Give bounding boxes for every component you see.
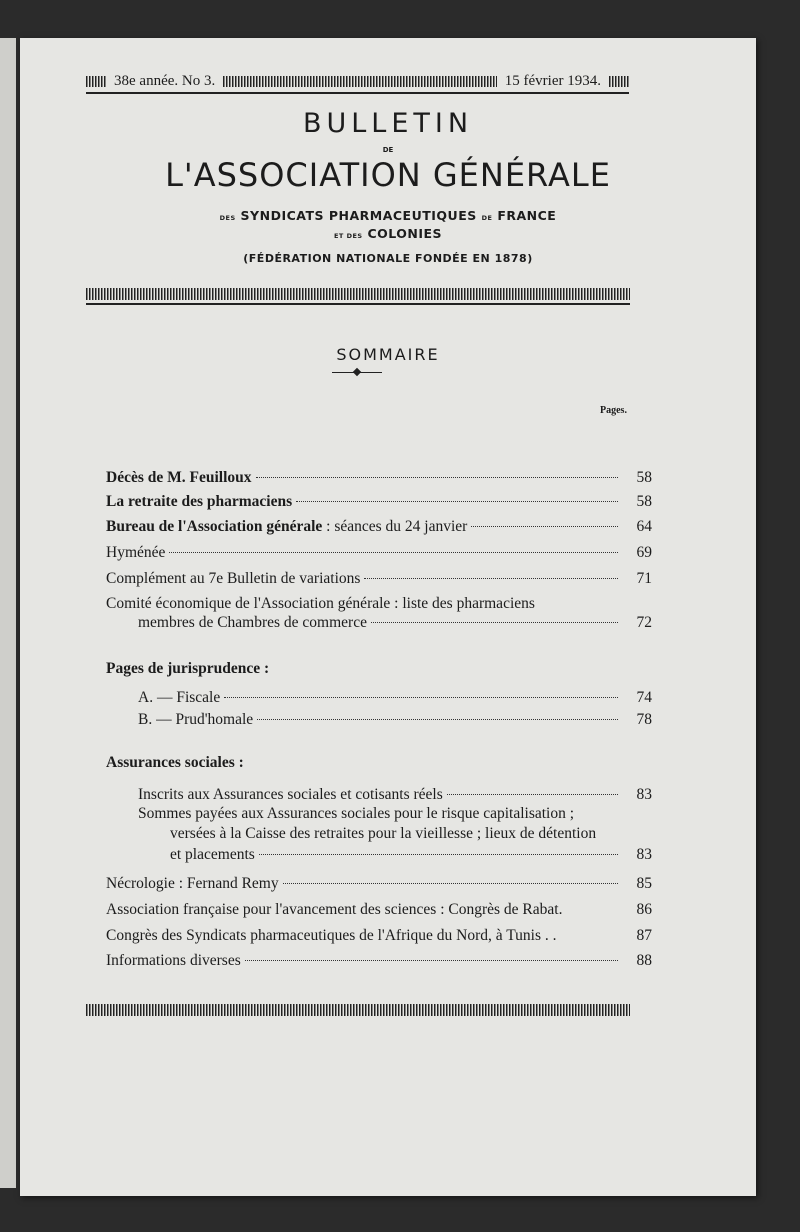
toc-leader-dots — [283, 883, 618, 884]
issue-number: 38e année. No 3. — [114, 72, 216, 89]
toc-entry-label: Association française pour l'avancement des sciences : Congrès de Rabat. — [106, 901, 563, 918]
masthead-federation: (FÉDÉRATION NATIONALE FONDÉE EN 1878) — [243, 252, 533, 265]
toc-leader-dots — [224, 697, 618, 698]
toc-entry-label: La retraite des pharmaciens — [106, 493, 293, 510]
toc-entry[interactable] — [170, 845, 652, 865]
toc-leader-dots — [256, 477, 618, 478]
toc-entry-label: et placements — [170, 846, 255, 863]
toc-page-number: 69 — [636, 544, 652, 561]
toc-leader-dots — [169, 552, 618, 553]
toc-entry[interactable] — [138, 688, 652, 708]
header-rule — [86, 92, 629, 94]
masthead-title: L'ASSOCIATION GÉNÉRALE — [165, 156, 611, 194]
toc-entry[interactable] — [106, 569, 652, 589]
toc-entry[interactable] — [106, 926, 652, 946]
toc-entry[interactable] — [138, 785, 652, 805]
pages-column-label: Pages. — [600, 405, 627, 416]
toc-leader-dots — [296, 501, 618, 502]
toc-entry-label-bold: Bureau de l'Association générale — [106, 518, 323, 535]
toc-leader-dots — [257, 719, 618, 720]
masthead-syndicats: SYNDICATS PHARMACEUTIQUES — [240, 208, 477, 223]
toc-page-number: 87 — [636, 927, 652, 944]
toc-leader-dots — [245, 960, 618, 961]
toc-page-number: 64 — [636, 518, 652, 535]
toc-entry[interactable] — [106, 874, 652, 894]
toc-entry[interactable] — [106, 900, 652, 920]
toc-entry-label: Hyménée — [106, 544, 166, 561]
bottom-decorative-bars — [86, 1004, 630, 1016]
toc-page-number: 71 — [636, 570, 652, 587]
toc-leader-dots — [447, 794, 618, 795]
toc-entry-label: membres de Chambres de commerce — [138, 614, 367, 631]
toc-leader-dots — [471, 526, 618, 527]
toc-page-number: 72 — [636, 614, 652, 631]
toc-entry[interactable] — [106, 951, 652, 971]
section-heading-jurisprudence: Pages de jurisprudence : — [106, 660, 270, 677]
toc-page-number: 83 — [636, 786, 652, 803]
toc-leader-dots — [364, 578, 618, 579]
toc-entry-label: Complément au 7e Bulletin de variations — [106, 570, 361, 587]
sommaire-title: SOMMAIRE — [336, 345, 440, 364]
masthead-des: DES — [219, 214, 236, 222]
toc-entry[interactable] — [138, 710, 652, 730]
toc-entry-label: B. — Prud'homale — [138, 711, 254, 728]
toc-page-number: 78 — [636, 711, 652, 728]
masthead-bulletin: BULLETIN — [302, 108, 474, 139]
toc-page-number: 58 — [636, 493, 652, 510]
toc-entry[interactable] — [106, 517, 652, 537]
toc-page-number: 58 — [636, 469, 652, 486]
running-header — [86, 72, 629, 90]
toc-entry-label-line1: Comité économique de l'Association générale : liste des pharmaciens — [106, 595, 535, 612]
masthead-de-2: DE — [481, 214, 493, 222]
decorative-bars — [223, 76, 497, 87]
toc-page-number: 88 — [636, 952, 652, 969]
separator-band — [86, 288, 630, 305]
masthead-subtitle — [20, 208, 756, 223]
toc-entry[interactable] — [106, 492, 652, 512]
toc-page-number: 85 — [636, 875, 652, 892]
masthead-colonies — [20, 226, 756, 241]
decorative-bars — [86, 288, 630, 300]
previous-page-edge — [0, 38, 16, 1188]
section-heading-assurances: Assurances sociales : — [106, 754, 244, 771]
toc-entry-label: A. — Fiscale — [138, 689, 221, 706]
separator-rule — [86, 303, 630, 305]
toc-leader-dots — [259, 854, 618, 855]
toc-entry-label — [106, 517, 467, 537]
masthead-de: DE — [382, 146, 394, 154]
toc-entry-label-rest: : séances du 24 janvier — [322, 518, 468, 535]
issue-date: 15 février 1934. — [504, 72, 601, 89]
decorative-bars — [609, 76, 629, 87]
toc-entry[interactable] — [138, 613, 652, 633]
toc-entry-label: Inscrits aux Assurances sociales et cotisants réels — [138, 786, 443, 803]
toc-page-number: 83 — [636, 846, 652, 863]
masthead-et-des: ET DES — [333, 232, 363, 240]
masthead-france: FRANCE — [497, 208, 557, 223]
masthead-colonies-text: COLONIES — [367, 226, 443, 241]
toc-entry-label-line2: versées à la Caisse des retraites pour la vieillesse ; lieux de détention — [170, 825, 597, 842]
toc-entry-label: Décès de M. Feuilloux — [106, 469, 252, 486]
toc-entry-label: Informations diverses — [106, 952, 241, 969]
toc-entry[interactable] — [106, 543, 652, 563]
toc-leader-dots — [371, 622, 618, 623]
toc-entry-label: Nécrologie : Fernand Remy — [106, 875, 279, 892]
toc-entry[interactable] — [106, 468, 652, 488]
toc-entry-label-line1: Sommes payées aux Assurances sociales pour le risque capitalisation ; — [138, 805, 575, 822]
toc-page-number: 74 — [636, 689, 652, 706]
decorative-bars — [86, 76, 106, 87]
toc-page-number: 86 — [636, 901, 652, 918]
toc-entry-label: Congrès des Syndicats pharmaceutiques de l'Afrique du Nord, à Tunis . . — [106, 927, 557, 944]
